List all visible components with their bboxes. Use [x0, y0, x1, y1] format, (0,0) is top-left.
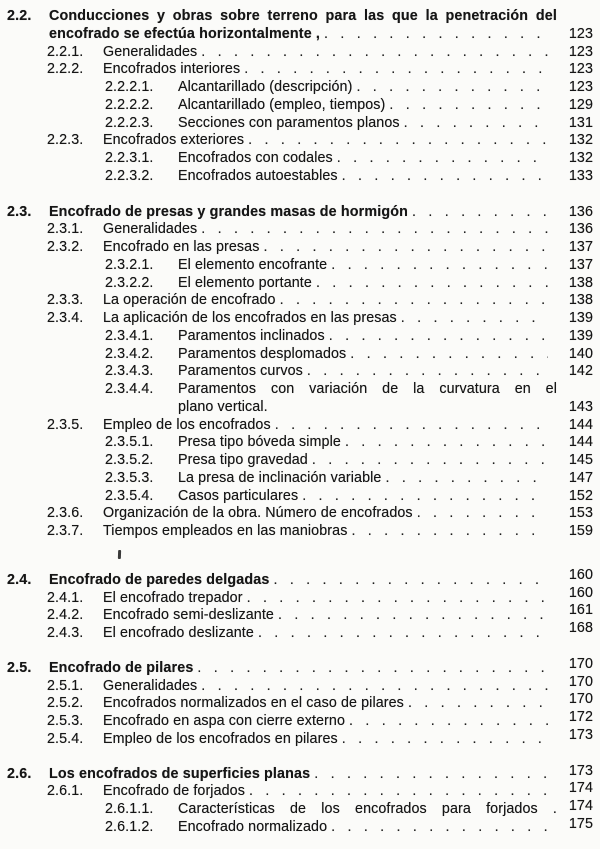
toc-page-number: 129: [568, 96, 593, 113]
toc-row: [7, 620, 593, 643]
toc-section: [7, 762, 593, 837]
dot-leader: [302, 488, 548, 506]
toc-entry-title: Alcantarillado (descripción): [178, 79, 353, 95]
toc-entry-title: Presa tipo gravedad: [178, 452, 308, 468]
toc-entry-title: Encofrado en aspa con cierre externo: [103, 713, 346, 729]
dot-leader: [275, 417, 548, 435]
toc-entry-number: 2.3.7.: [47, 523, 84, 539]
toc-page-number: 175: [568, 815, 593, 832]
dot-leader: [201, 44, 548, 62]
toc-page-number: 170: [568, 673, 593, 690]
toc-entry-title: El elemento encofrante: [178, 256, 328, 273]
toc-entry-number: 2.3.3.: [47, 292, 84, 309]
dot-leader: [247, 590, 548, 608]
dot-leader: [273, 572, 548, 590]
toc-entry-number: 2.3.4.1.: [105, 327, 154, 344]
toc-entry-number: 2.2.3.: [47, 132, 84, 149]
toc-entry-title: Organización de la obra. Número de encofrados: [103, 505, 413, 522]
toc-entry-title: Secciones con paramentos planos: [178, 114, 400, 131]
toc-row: [7, 292, 593, 310]
toc-entry-title: La aplicación de los encofrados en las presas: [103, 310, 397, 326]
toc-page-number: 144: [568, 434, 593, 451]
toc-entry-number: 2.3.5.3.: [105, 469, 154, 486]
toc-row: [7, 79, 593, 97]
dot-leader: [278, 607, 548, 625]
dot-leader: [329, 328, 548, 346]
toc-entry-title: Encofrados interiores: [103, 61, 241, 78]
toc-row: [7, 780, 593, 801]
toc-entry-number: 2.3.5.: [47, 416, 84, 433]
dot-leader: [331, 819, 548, 837]
toc-entry-number: 2.2.2.1.: [105, 79, 154, 95]
toc-page-number: 137: [568, 239, 593, 255]
toc-row: [7, 505, 593, 523]
toc-row: [7, 150, 593, 168]
toc-entry-number: 2.3.2.2.: [105, 274, 154, 291]
toc-row: [7, 798, 593, 819]
toc-entry-title: Encofrados con codales: [178, 150, 333, 166]
toc-entry-number: 2.3.4.4.: [105, 381, 154, 397]
ink-speck-artifact: [118, 550, 121, 559]
toc-page-number: 160: [568, 566, 593, 583]
toc-page-number: 174: [568, 780, 593, 797]
dot-leader: [401, 310, 548, 328]
toc-page-number: 137: [568, 256, 593, 273]
toc-row: [7, 204, 593, 222]
toc-row: [7, 673, 593, 696]
toc-page-number: 136: [568, 221, 593, 238]
toc-page-number: 170: [568, 691, 593, 708]
toc-entry-number: 2.6.: [7, 765, 32, 782]
toc-row: [7, 132, 593, 150]
toc-entry-title: Generalidades: [103, 677, 198, 694]
dot-leader: [331, 257, 548, 275]
toc-page-number: 132: [568, 132, 593, 149]
toc-row: [7, 399, 593, 417]
dot-leader: [263, 239, 548, 257]
toc-row: [7, 257, 593, 275]
toc-page-number: 170: [568, 655, 593, 672]
toc-entry-number: 2.4.3.: [47, 625, 84, 641]
toc-entry-number: 2.4.2.: [47, 607, 84, 624]
toc-entry-number: 2.3.5.1.: [105, 434, 154, 451]
toc-row: [7, 221, 593, 239]
toc-page-number: 161: [568, 602, 593, 619]
toc-row: [7, 61, 593, 79]
toc-row: [7, 97, 593, 115]
toc-entry-number: 2.3.5.2.: [105, 452, 154, 468]
dot-leader: [417, 505, 548, 523]
toc-page-number: 138: [568, 292, 593, 309]
toc-page-number: 145: [568, 452, 593, 468]
toc-entry-number: 2.3.4.2.: [105, 345, 154, 362]
dot-leader: [197, 660, 548, 678]
toc-entry-title: Alcantarillado (empleo, tiempos): [178, 96, 386, 113]
toc-row: [7, 488, 593, 506]
toc-entry-number: 2.5.4.: [47, 730, 84, 747]
toc-entry-number: 2.5.3.: [47, 713, 84, 729]
toc-page-number: 142: [568, 363, 593, 380]
toc-entry-title: Encofrado de forjados: [103, 783, 245, 800]
toc-entry-title: La operación de encofrado: [103, 292, 276, 309]
toc-entry-title: Presa tipo bóveda simple: [178, 434, 341, 451]
dot-leader: [342, 168, 548, 186]
toc-entry-number: 2.2.2.3.: [105, 114, 154, 131]
toc-entry-title: El elemento portante: [178, 274, 312, 291]
toc-row: [7, 470, 593, 488]
toc-row: [7, 602, 593, 625]
toc-entry-title: Empleo de los encofrados en pilares: [103, 730, 338, 747]
dot-leader: [350, 346, 548, 364]
toc-page-number: 139: [568, 327, 593, 344]
toc-entry-title: Paramentos desplomados: [178, 345, 347, 362]
toc-entry-title: Encofrado en las presas: [103, 239, 260, 255]
toc-entry-number: 2.6.1.: [47, 783, 84, 800]
toc-entry-number: 2.6.1.1.: [105, 801, 154, 817]
toc-entry-number: 2.4.1.: [47, 589, 84, 606]
dot-leader: [342, 731, 548, 749]
toc-entry-title: El encofrado deslizante: [103, 625, 254, 641]
toc-entry-number: 2.3.2.: [47, 239, 84, 255]
toc-page-number: 123: [568, 61, 593, 78]
toc-section: [7, 655, 593, 749]
toc-row: [7, 44, 593, 62]
toc-entry-title: El encofrado trepador: [103, 589, 243, 606]
toc-page-number: 168: [568, 620, 593, 636]
toc-entry-title: Paramentos con variación de la curvatura en el: [178, 381, 557, 397]
dot-leader: [244, 61, 548, 79]
toc-page-number: 133: [568, 167, 593, 184]
toc-row: [7, 726, 593, 749]
dot-leader: [307, 363, 548, 381]
toc-row: [7, 417, 593, 435]
dot-leader: [201, 678, 548, 696]
toc-entry-title: Paramentos curvos: [178, 363, 303, 380]
toc-row: [7, 275, 593, 293]
toc-section: [7, 566, 593, 643]
toc-row: [7, 239, 593, 257]
toc-entry-number: 2.4.: [7, 571, 32, 588]
toc-entry-title: Encofrado de presas y grandes masas de hormigón: [49, 203, 409, 220]
toc-row: [7, 381, 593, 399]
dot-leader: [404, 115, 548, 133]
toc-row: [7, 328, 593, 346]
toc-entry-title: Encofrado de paredes delgadas: [49, 571, 270, 588]
toc-row: [7, 709, 593, 731]
toc-entry-number: 2.2.1.: [47, 43, 84, 60]
toc-page-number: 173: [568, 726, 593, 743]
toc-page-number: 138: [568, 274, 593, 291]
toc-entry-number: 2.3.4.3.: [105, 363, 154, 380]
toc-entry-title: Encofrado semi-deslizante: [103, 607, 274, 624]
dot-leader: [349, 713, 548, 731]
toc-row: [7, 168, 593, 186]
dot-leader: [312, 452, 548, 470]
toc-row: [7, 584, 593, 608]
toc-entry-title: Encofrados normalizados en el caso de pilares: [103, 695, 404, 712]
toc-entry-number: 2.2.3.2.: [105, 167, 154, 184]
toc-entry-number: 2.2.: [7, 8, 32, 24]
toc: [7, 8, 593, 837]
toc-entry-title: encofrado se efectúa horizontalmente ,: [49, 25, 321, 42]
toc-entry-title: Empleo de los encofrados: [103, 416, 271, 433]
toc-page-number: 123: [568, 79, 593, 95]
dot-leader: [316, 275, 548, 293]
dot-leader: [337, 150, 548, 168]
toc-entry-title: Encofrado de pilares: [49, 659, 194, 676]
toc-page-number: 147: [568, 469, 593, 486]
toc-page-number: 152: [568, 487, 593, 504]
toc-row: [7, 566, 593, 590]
toc-row: [7, 363, 593, 381]
dot-leader: [408, 695, 548, 713]
toc-entry-title: Tiempos empleados en las maniobras: [103, 523, 348, 539]
toc-page-number: 144: [568, 416, 593, 433]
toc-entry-number: 2.2.2.2.: [105, 96, 154, 113]
toc-section: [7, 204, 593, 541]
toc-entry-title: Encofrados autoestables: [178, 167, 338, 184]
toc-entry-number: 2.5.1.: [47, 677, 84, 694]
dot-leader: [389, 97, 548, 115]
dot-leader: [258, 625, 548, 643]
dot-leader: [324, 26, 548, 44]
toc-entry-title: Encofrados exteriores: [103, 132, 245, 149]
toc-entry-number: 2.6.1.2.: [105, 818, 154, 835]
toc-row: [7, 523, 593, 541]
toc-entry-number: 2.3.: [7, 203, 32, 220]
toc-entry-title: Casos particulares: [178, 487, 299, 504]
toc-section: [7, 8, 593, 186]
toc-entry-title: Los encofrados de superficies planas: [49, 765, 311, 782]
toc-page-number: 136: [568, 203, 593, 220]
toc-page-number: 123: [568, 43, 593, 60]
toc-page-number: 139: [568, 310, 593, 326]
toc-row: [7, 8, 593, 26]
toc-row: [7, 815, 593, 837]
toc-entry-number: 2.2.2.: [47, 61, 84, 78]
toc-page-number: 160: [568, 584, 593, 601]
toc-page-number: 174: [568, 798, 593, 814]
toc-page-number: 172: [568, 709, 593, 725]
toc-entry-number: 2.5.2.: [47, 695, 84, 712]
toc-row: [7, 346, 593, 364]
toc-row: [7, 115, 593, 133]
dot-leader: [280, 292, 548, 310]
dot-leader: [385, 470, 548, 488]
toc-entry-number: 2.3.1.: [47, 221, 84, 238]
toc-entry-title: Paramentos inclinados: [178, 327, 325, 344]
toc-row: [7, 691, 593, 713]
toc-entry-number: 2.2.3.1.: [105, 150, 154, 166]
toc-row: [7, 434, 593, 452]
dot-leader: [351, 523, 548, 541]
dot-leader: [314, 766, 548, 784]
dot-leader: [345, 434, 548, 452]
toc-row: [7, 655, 593, 678]
dot-leader: [356, 79, 548, 97]
dot-leader: [412, 204, 548, 222]
toc-page-number: 132: [568, 150, 593, 166]
toc-entry-number: 2.3.5.4.: [105, 487, 154, 504]
toc-entry-title: Encofrado normalizado: [178, 818, 328, 835]
toc-entry-title: plano vertical.: [178, 398, 268, 415]
toc-entry-number: 2.3.4.: [47, 310, 84, 326]
toc-page-number: 123: [568, 25, 593, 42]
toc-page-number: 159: [568, 523, 593, 539]
toc-entry-title: Generalidades: [103, 221, 198, 238]
toc-row: [7, 310, 593, 328]
toc-entry-number: 2.5.: [7, 659, 32, 676]
toc-entry-title: La presa de inclinación variable: [178, 469, 382, 486]
toc-entry-title: Conducciones y obras sobre terreno para las que la penetración del: [49, 8, 557, 24]
toc-row: [7, 26, 593, 44]
toc-page-number: 143: [568, 398, 593, 415]
toc-page-number: 153: [568, 505, 593, 522]
toc-page-number: 131: [568, 114, 593, 131]
toc-row: [7, 452, 593, 470]
toc-entry-number: 2.3.2.1.: [105, 256, 154, 273]
toc-entry-number: 2.3.6.: [47, 505, 84, 522]
dot-leader: [201, 221, 548, 239]
toc-entry-title: Características de los encofrados para forjados .: [178, 801, 557, 817]
dot-leader: [248, 132, 548, 150]
toc-page-number: 173: [568, 762, 593, 779]
toc-page-number: 140: [568, 345, 593, 362]
toc-entry-title: Generalidades: [103, 43, 198, 60]
dot-leader: [249, 783, 548, 801]
toc-row: [7, 762, 593, 784]
